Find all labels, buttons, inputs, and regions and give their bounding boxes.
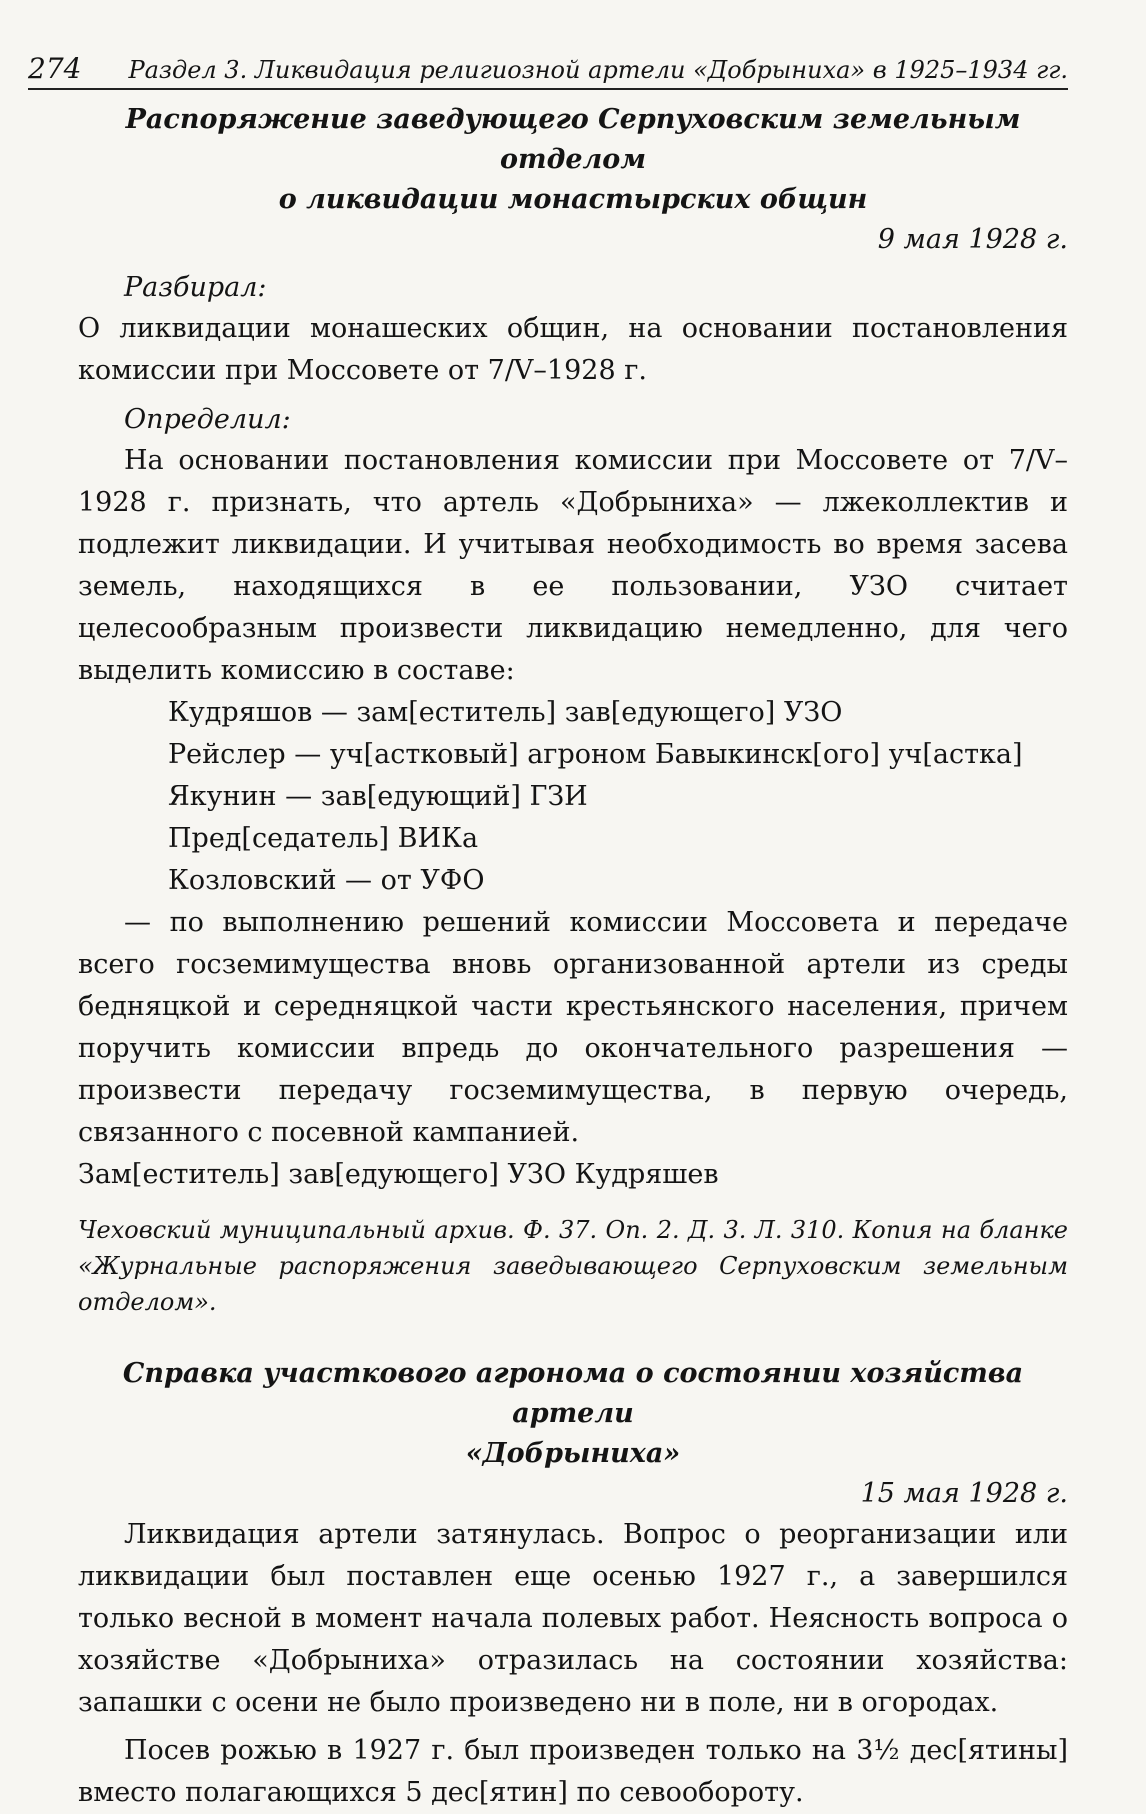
heard-label: Разбирал: bbox=[124, 272, 267, 303]
decided-text: На основании постановления комиссии при Моссовете от 7/V–1928 г. признать, что артель «Добрыниха» — лжеколлектив и подлежит ликвидации. И учитывая необходимость во время засева земель, находящихся в ее пользовании, УЗО считает целесообразным произвести ликвидацию немедленно, для чего выделить комиссию в составе: bbox=[78, 445, 1068, 686]
commission-member: Кудряшов — зам[еститель] зав[едующего] УЗО bbox=[168, 697, 843, 728]
document-title bbox=[78, 1354, 1068, 1474]
document-title-line-1: Справка участкового агронома о состоянии хозяйства артели bbox=[122, 1358, 1024, 1429]
archive-source: Чеховский муниципальный архив. Ф. 37. Оп. 2. Д. 3. Л. 310. Копия на бланке «Журнальные распоряжения заведывающего Серпуховским земельным отделом». bbox=[78, 1216, 1068, 1316]
running-head: Раздел 3. Ликвидация религиозной артели «Добрыниха» в 1925–1934 гг. bbox=[128, 56, 1068, 84]
document-title-line-2: о ликвидации монастырских общин bbox=[278, 184, 868, 215]
document-title-line-2: «Добрыниха» bbox=[465, 1438, 681, 1469]
commission-list bbox=[168, 692, 1068, 902]
commission-member: Пред[седатель] ВИКа bbox=[168, 823, 479, 854]
commission-member: Козловский — от УФО bbox=[168, 865, 485, 896]
commission-member: Якунин — зав[едующий] ГЗИ bbox=[168, 781, 588, 812]
commission-member: Рейслер — уч[астковый] агроном Бавыкинск[ого] уч[астка] bbox=[168, 739, 1023, 770]
header-divider bbox=[28, 88, 1068, 90]
document-title bbox=[78, 100, 1068, 220]
document-report bbox=[78, 1354, 1068, 1814]
document-order bbox=[78, 100, 1068, 1320]
document-date: 15 мая 1928 г. bbox=[860, 1478, 1068, 1509]
report-paragraph: Ликвидация артели затянулась. Вопрос о реорганизации или ликвидации был поставлен еще осенью 1927 г., а завершился только весной в момент начала полевых работ. Неясность вопроса о хозяйстве «Добрыниха» отразилась на состоянии хозяйства: запашки с осени не было произведено ни в поле, ни в огородах. bbox=[78, 1519, 1068, 1718]
page-number: 274 bbox=[28, 52, 82, 85]
decision-continuation: — по выполнению решений комиссии Моссовета и передаче всего госземимущества вновь организованной артели из среды бедняцкой и середняцкой части крестьянского населения, причем поручить комиссии впредь до окончательного разрешения — произвести передачу госземимущества, в первую очередь, связанного с посевной кампанией. bbox=[78, 907, 1068, 1148]
page-header bbox=[28, 52, 1068, 92]
document-title-line-1: Распоряжение заведующего Серпуховским земельным отделом bbox=[125, 104, 1021, 175]
signature: Зам[еститель] зав[едующего] УЗО Кудряшев bbox=[78, 1159, 719, 1190]
document-date: 9 мая 1928 г. bbox=[877, 224, 1068, 255]
decided-label: Определил: bbox=[124, 404, 291, 435]
report-paragraph: Посев рожью в 1927 г. был произведен только на 3½ дес[ятины] вместо полагающихся 5 дес[ятин] по севообороту. bbox=[78, 1735, 1068, 1808]
section-gap bbox=[78, 1320, 1068, 1354]
page-content bbox=[78, 100, 1068, 1814]
heard-text: О ликвидации монашеских общин, на основании постановления комиссии при Моссовете от 7/V–1928 г. bbox=[78, 313, 1068, 386]
